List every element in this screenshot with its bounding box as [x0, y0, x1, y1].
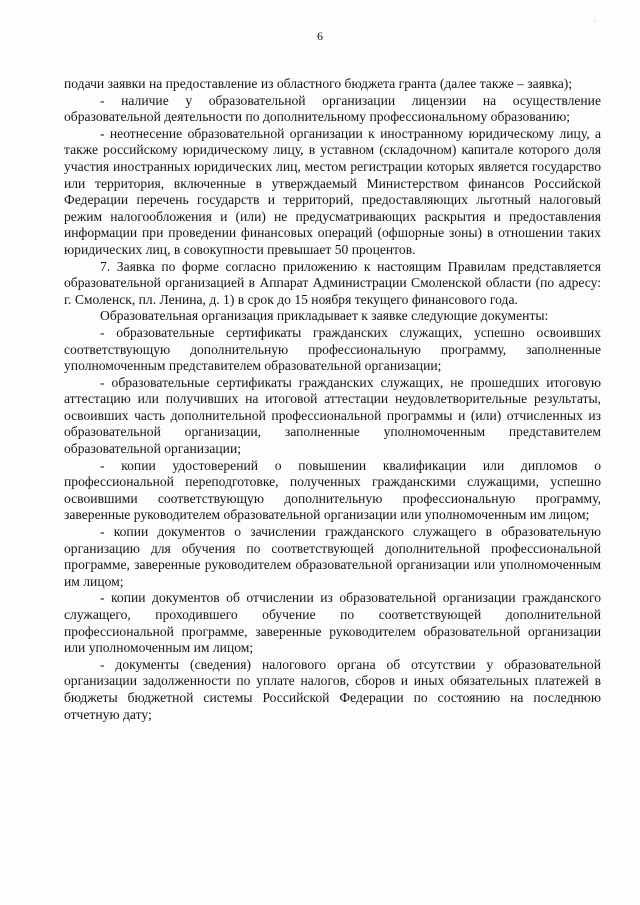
list-item-certificates-completed: - образовательные сертификаты гражданских служащих, успешно освоивших соответствующую дополнительную профессиональную программу, заполненные уполномоченным представителем образовательной организации;: [64, 324, 601, 374]
paragraph-offshore-condition: - неотнесение образовательной организации к иностранному юридическому лицу, а также российскому юридическому лицу, в уставном (складочном) капитале которого доля участия иностранных юридических лиц, местом регистрации которых является государство или территория, включенные в утверждаемый Министерством финансов Российской Федерации перечень государств и территорий, предоставляющих льготный налоговый режим налогообложения и (или) не предусматривающих раскрытия и предоставления информации при проведении финансовых операций (офшорные зоны) в отношении таких юридических лиц, в совокупности превышает 50 процентов.: [64, 125, 601, 257]
paragraph-license-condition: - наличие у образовательной организации лицензии на осуществление образовательной деятельности по дополнительному профессиональному образованию;: [64, 92, 601, 125]
list-item-enrollment-copies: - копии документов о зачислении гражданского служащего в образовательную организацию для обучения по соответствующей дополнительной профессиональной программе, заверенные руководителем образовательной организации или уполномоченным им лицом;: [64, 524, 601, 589]
document-body: [64, 76, 601, 723]
page-number: 6: [317, 29, 323, 43]
scan-mark: ·: [593, 17, 596, 26]
paragraph-documents-intro: Образовательная организация прикладывает к заявке следующие документы:: [100, 308, 549, 324]
list-item-qualification-copies: - копии удостоверений о повышении квалификации или дипломов о профессиональной переподготовке, полученных гражданскими служащими, успешно освоившими соответствующую дополнительную профессиональную программу, заверенные руководителем образовательной организации или уполномоченным им лицом;: [64, 457, 601, 523]
list-item-certificates-not-completed: - образовательные сертификаты гражданских служащих, не прошедших итоговую аттестацию или получивших на итоговой аттестации неудовлетворительные результаты, освоивших часть дополнительной профессиональной программы и (или) отчисленных из образовательной организации, заполненные уполномоченным представителем образовательной организации;: [64, 374, 601, 457]
paragraph-continuation: подачи заявки на предоставление из областного бюджета гранта (далее также – заявка);: [64, 76, 573, 91]
list-item-expulsion-copies: - копии документов об отчислении из образовательной организации гражданского служащего, проходившего обучение по соответствующей дополнительной профессиональной программе, заверенные руководителем образовательной организации или уполномоченным им лицом;: [64, 590, 601, 656]
paragraph-item-7: 7. Заявка по форме согласно приложению к настоящим Правилам представляется образовательной организацией в Аппарат Администрации Смоленской области (по адресу: г. Смоленск, пл. Ленина, д. 1) в срок до 15 ноября текущего финансового года.: [64, 258, 601, 307]
list-item-tax-documents: - документы (сведения) налогового органа об отсутствии у образовательной организации задолженности по уплате налогов, сборов и иных обязательных платежей в бюджеты бюджетной системы Российской Федерации по состоянию на последнюю отчетную дату;: [64, 656, 601, 722]
